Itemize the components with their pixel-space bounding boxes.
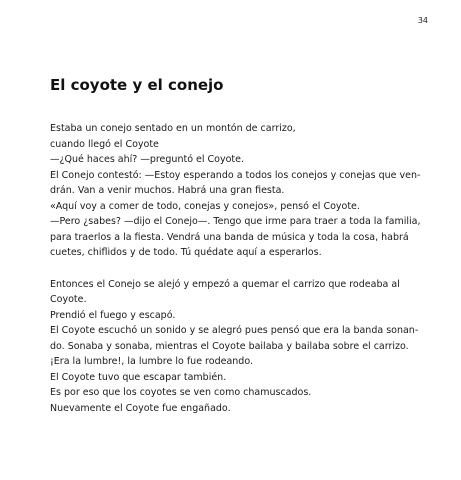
text-line: Entonces el Conejo se alejó y empezó a quemar el carrizo que rodeaba al — [50, 278, 400, 290]
paragraph-2 — [50, 277, 430, 417]
text-line: Coyote. — [50, 294, 87, 305]
text-line: ¡Era la lumbre!, la lumbre lo fue rodeando. — [50, 356, 253, 367]
text-line: drán. Van a venir muchos. Habrá una gran fiesta. — [50, 185, 285, 196]
text-line: cuando llegó el Coyote — [50, 138, 159, 150]
text-line: do. Sonaba y sonaba, mientras el Coyote bailaba y bailaba sobre el carrizo. — [50, 340, 409, 352]
text-line: Nuevamente el Coyote fue engañado. — [50, 402, 231, 414]
text-line: «Aquí voy a comer de todo, conejas y conejos», pensó el Coyote. — [50, 200, 360, 212]
paragraph-spacer — [50, 261, 430, 277]
paragraph-1 — [50, 121, 430, 261]
story-title: El coyote y el conejo — [50, 76, 224, 94]
text-line: para traerlos a la fiesta. Vendrá una banda de música y toda la cosa, habrá — [50, 231, 409, 243]
text-line: Estaba un conejo sentado en un montón de carrizo, — [50, 123, 296, 134]
story-body — [50, 121, 430, 416]
text-line: El Conejo contestó: —Estoy esperando a todos los conejos y conejas que ven- — [50, 169, 421, 181]
text-line: El Coyote escuchó un sonido y se alegró pues pensó que era la banda sonan- — [50, 325, 419, 336]
text-line: cuetes, chiflidos y de todo. Tú quédate aquí a esperarlos. — [50, 247, 322, 258]
text-line: El Coyote tuvo que escapar también. — [50, 371, 227, 383]
text-line: —Pero ¿sabes? —dijo el Conejo—. Tengo que irme para traer a toda la familia, — [50, 216, 421, 227]
text-line: Prendió el fuego y escapó. — [50, 309, 176, 321]
text-line: Es por eso que los coyotes se ven como chamuscados. — [50, 387, 312, 398]
text-line: —¿Qué haces ahí? —preguntó el Coyote. — [50, 154, 245, 165]
page-number: 34 — [417, 16, 428, 25]
